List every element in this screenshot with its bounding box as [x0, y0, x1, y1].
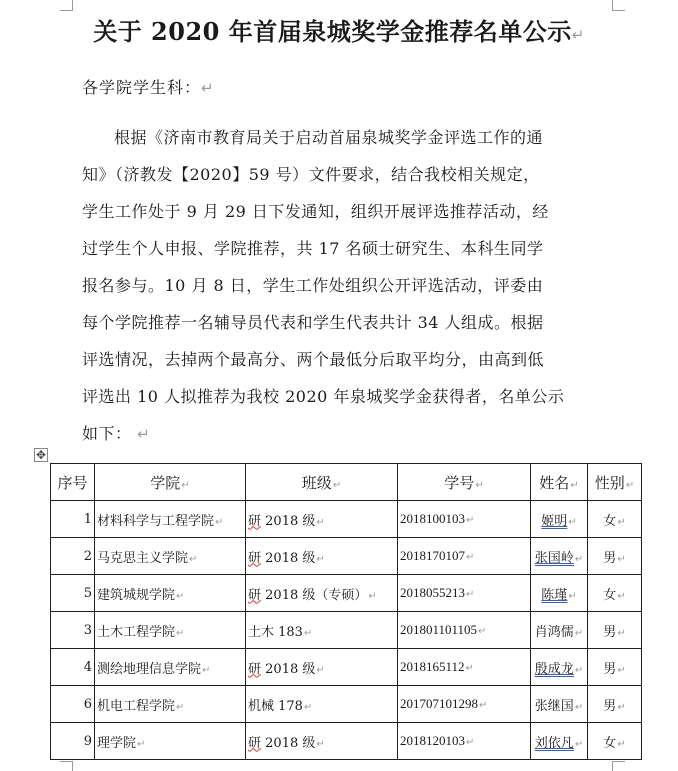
cell-text: 土木工程学院	[97, 624, 176, 640]
cell-class[interactable]	[246, 686, 398, 723]
cell-class[interactable]	[246, 612, 398, 649]
cell-text: 张国岭	[534, 550, 574, 566]
cell-mark-icon: ↵	[574, 664, 584, 676]
cell-text: 研 2018 级	[248, 513, 316, 529]
cell-text: 2018165112	[400, 659, 465, 674]
cell-mark-icon: ↵	[465, 663, 474, 674]
cell-mark-icon: ↵	[617, 701, 626, 713]
cell-student-id[interactable]	[398, 686, 531, 723]
cell-gender[interactable]	[588, 723, 642, 760]
body-line: 过学生个人申报、学院推荐，共 17 名硕士研究生、本科生同学	[82, 239, 544, 258]
cell-mark-icon: ↵	[181, 479, 190, 491]
cell-class[interactable]	[246, 575, 398, 612]
document-title-text: 关于 2020 年首届泉城奖学金推荐名单公示	[93, 17, 572, 46]
salutation-text: 各学院学生科：	[82, 78, 202, 97]
header-text: 学号	[444, 473, 475, 492]
body-line: 每个学院推荐一名辅导员代表和学生代表共计 34 人组成。根据	[82, 313, 544, 332]
proofing-squiggle: 研	[248, 587, 262, 603]
cell-mark-icon: ↵	[568, 590, 577, 602]
cell-text: 1	[83, 511, 92, 527]
crop-mark-top-right	[612, 0, 625, 11]
cell-text: 机械 178	[248, 698, 303, 714]
crop-mark-top-left	[60, 0, 73, 11]
cell-mark-icon: ↵	[574, 738, 584, 750]
cell-mark-icon: ↵	[574, 627, 584, 639]
cell-college[interactable]	[95, 575, 246, 612]
body-line-text: 如下：	[82, 424, 132, 443]
cell-mark-icon: ↵	[316, 738, 325, 750]
cell-text: 殷成龙	[534, 661, 574, 677]
cell-name[interactable]	[531, 538, 588, 575]
document-title[interactable]	[0, 14, 678, 53]
cell-student-id[interactable]	[398, 612, 531, 649]
cell-name[interactable]	[531, 575, 588, 612]
cell-text: 5	[83, 585, 92, 601]
cell-mark-icon: ↵	[617, 738, 626, 750]
cell-mark-icon: ↵	[617, 516, 626, 528]
body-paragraph[interactable]	[82, 119, 612, 453]
cell-mark-icon: ↵	[303, 701, 313, 713]
body-line: 报名参与。10 月 8 日，学生工作处组织公开评选活动，评委由	[82, 276, 544, 295]
table-row	[51, 723, 642, 760]
header-cell-student-id[interactable]	[398, 464, 531, 501]
cell-mark-icon: ↵	[176, 627, 185, 639]
cell-text: 姬明	[541, 513, 568, 529]
cell-student-id[interactable]	[398, 575, 531, 612]
body-line: 评选情况，去掉两个最高分、两个最低分后取平均分，由高到低	[82, 350, 545, 369]
cell-mark-icon: ↵	[466, 737, 475, 748]
cell-text: 研 2018 级	[248, 661, 316, 677]
cell-mark-icon: ↵	[316, 516, 325, 528]
cell-mark-icon: ↵	[479, 700, 488, 711]
cell-college[interactable]	[95, 649, 246, 686]
cell-text: 2018100103	[400, 511, 465, 526]
cell-text: 研 2018 级（专硕）	[248, 587, 368, 603]
cell-index[interactable]	[51, 538, 95, 575]
header-cell-class[interactable]	[246, 464, 398, 501]
cell-college[interactable]	[95, 612, 246, 649]
cell-mark-icon: ↵	[568, 516, 577, 528]
crop-mark-bottom-right	[612, 761, 625, 771]
cell-mark-icon: ↵	[303, 627, 313, 639]
cell-mark-icon: ↵	[466, 515, 475, 526]
proofing-squiggle: 研	[248, 661, 262, 677]
cell-class[interactable]	[246, 649, 398, 686]
cell-mark-icon: ↵	[215, 516, 224, 528]
header-cell-index[interactable]	[51, 464, 95, 501]
cell-gender[interactable]	[588, 575, 642, 612]
cell-mark-icon: ↵	[466, 589, 475, 600]
body-line: 知》（济教发【2020】59 号）文件要求，结合我校相关规定，	[82, 165, 540, 184]
cell-text: 测绘地理信息学院	[97, 661, 202, 677]
header-cell-gender[interactable]	[588, 464, 642, 501]
cell-text: 张继国	[534, 698, 574, 714]
body-line: 评选出 10 人拟推荐为我校 2020 年泉城奖学金获得者，名单公示	[82, 387, 565, 406]
cell-index[interactable]	[51, 575, 95, 612]
cell-text: 研 2018 级	[248, 550, 316, 566]
header-text: 姓名	[539, 473, 570, 492]
header-text: 班级	[301, 473, 332, 492]
cell-student-id[interactable]	[398, 538, 531, 575]
paragraph-mark-icon: ↵	[137, 425, 151, 443]
cell-college[interactable]	[95, 501, 246, 538]
cell-text: 4	[83, 659, 92, 675]
cell-student-id[interactable]	[398, 649, 531, 686]
cell-text: 材料科学与工程学院	[97, 513, 215, 529]
cell-student-id[interactable]	[398, 501, 531, 538]
cell-text: 女	[603, 587, 617, 603]
cell-text: 3	[83, 622, 92, 638]
cell-mark-icon: ↵	[316, 664, 325, 676]
cell-index[interactable]	[51, 501, 95, 538]
cell-mark-icon: ↵	[625, 479, 635, 491]
header-cell-name[interactable]	[531, 464, 588, 501]
cell-college[interactable]	[95, 686, 246, 723]
proofing-squiggle: 研	[248, 735, 262, 751]
cell-mark-icon: ↵	[574, 701, 584, 713]
cell-text: 男	[603, 624, 617, 640]
header-text: 性别	[594, 473, 625, 492]
cell-mark-icon: ↵	[617, 627, 626, 639]
cell-class[interactable]	[246, 723, 398, 760]
cell-index[interactable]	[51, 649, 95, 686]
cell-mark-icon: ↵	[617, 553, 626, 565]
cell-index[interactable]	[51, 686, 95, 723]
cell-text: 2018120103	[400, 733, 465, 748]
cell-index[interactable]	[51, 612, 95, 649]
cell-mark-icon: ↵	[332, 479, 342, 491]
table-header-row	[51, 464, 642, 501]
cell-mark-icon: ↵	[189, 553, 198, 565]
cell-gender[interactable]	[588, 538, 642, 575]
table-row	[51, 686, 642, 723]
cell-name[interactable]	[531, 501, 588, 538]
cell-text: 6	[83, 696, 92, 712]
cell-mark-icon: ↵	[176, 701, 185, 713]
body-line: 学生工作处于 9 月 29 日下发通知，组织开展评选推荐活动，经	[82, 202, 549, 221]
cell-gender[interactable]	[588, 649, 642, 686]
cell-text: 机电工程学院	[97, 698, 176, 714]
cell-mark-icon: ↵	[617, 664, 626, 676]
cell-text: 陈瑾	[541, 587, 568, 603]
cell-mark-icon: ↵	[475, 479, 484, 491]
header-cell-college[interactable]	[95, 464, 246, 501]
body-line: 根据《济南市教育局关于启动首届泉城奖学金评选工作的通	[114, 128, 544, 147]
cell-text: 男	[603, 661, 617, 677]
cell-mark-icon: ↵	[316, 553, 325, 565]
cell-gender[interactable]	[588, 686, 642, 723]
paragraph-mark-icon: ↵	[571, 26, 585, 44]
table-row	[51, 501, 642, 538]
cell-mark-icon: ↵	[466, 552, 475, 563]
cell-name[interactable]	[531, 612, 588, 649]
cell-text: 研 2018 级	[248, 735, 316, 751]
cell-mark-icon: ↵	[176, 590, 185, 602]
cell-text: 201707101298	[400, 696, 478, 711]
cell-text: 土木 183	[248, 624, 303, 640]
table-row	[51, 575, 642, 612]
cell-gender[interactable]	[588, 501, 642, 538]
cell-text: 建筑城规学院	[97, 587, 176, 603]
cell-college[interactable]	[95, 723, 246, 760]
proofing-squiggle: 研	[248, 513, 262, 529]
cell-text: 201801101105	[400, 622, 478, 637]
cell-mark-icon: ↵	[368, 590, 377, 602]
cell-text: 理学院	[97, 735, 137, 751]
cell-text: 女	[603, 513, 617, 529]
table-row	[51, 538, 642, 575]
cell-text: 男	[603, 698, 617, 714]
table-row	[51, 649, 642, 686]
header-text: 学院	[150, 473, 181, 492]
recommendation-table	[50, 463, 642, 760]
header-text: 序号	[57, 473, 88, 492]
cell-text: 男	[603, 550, 617, 566]
body-line-last	[82, 415, 612, 453]
cell-text: 2018170107	[400, 548, 465, 563]
table-move-handle-icon[interactable]: ✥	[35, 448, 47, 462]
cell-name[interactable]	[531, 686, 588, 723]
cell-class[interactable]	[246, 538, 398, 575]
cell-name[interactable]	[531, 723, 588, 760]
cell-index[interactable]	[51, 723, 95, 760]
cell-text: 刘依凡	[534, 735, 574, 751]
cell-name[interactable]	[531, 649, 588, 686]
cell-mark-icon: ↵	[478, 626, 487, 637]
cell-text: 2018055213	[400, 585, 465, 600]
cell-text: 肖鸿儒	[534, 624, 574, 640]
table-row	[51, 612, 642, 649]
cell-mark-icon: ↵	[137, 738, 146, 750]
cell-mark-icon: ↵	[617, 590, 626, 602]
crop-mark-bottom-left	[60, 761, 73, 771]
cell-college[interactable]	[95, 538, 246, 575]
cell-student-id[interactable]	[398, 723, 531, 760]
salutation[interactable]	[82, 76, 215, 100]
cell-mark-icon: ↵	[570, 479, 579, 491]
cell-text: 9	[83, 733, 92, 749]
cell-class[interactable]	[246, 501, 398, 538]
cell-text: 女	[603, 735, 617, 751]
paragraph-mark-icon: ↵	[201, 79, 215, 97]
proofing-squiggle: 研	[248, 550, 262, 566]
cell-mark-icon: ↵	[574, 553, 584, 565]
cell-gender[interactable]	[588, 612, 642, 649]
cell-text: 2	[83, 548, 92, 564]
cell-text: 马克思主义学院	[97, 550, 189, 566]
cell-mark-icon: ↵	[202, 664, 211, 676]
